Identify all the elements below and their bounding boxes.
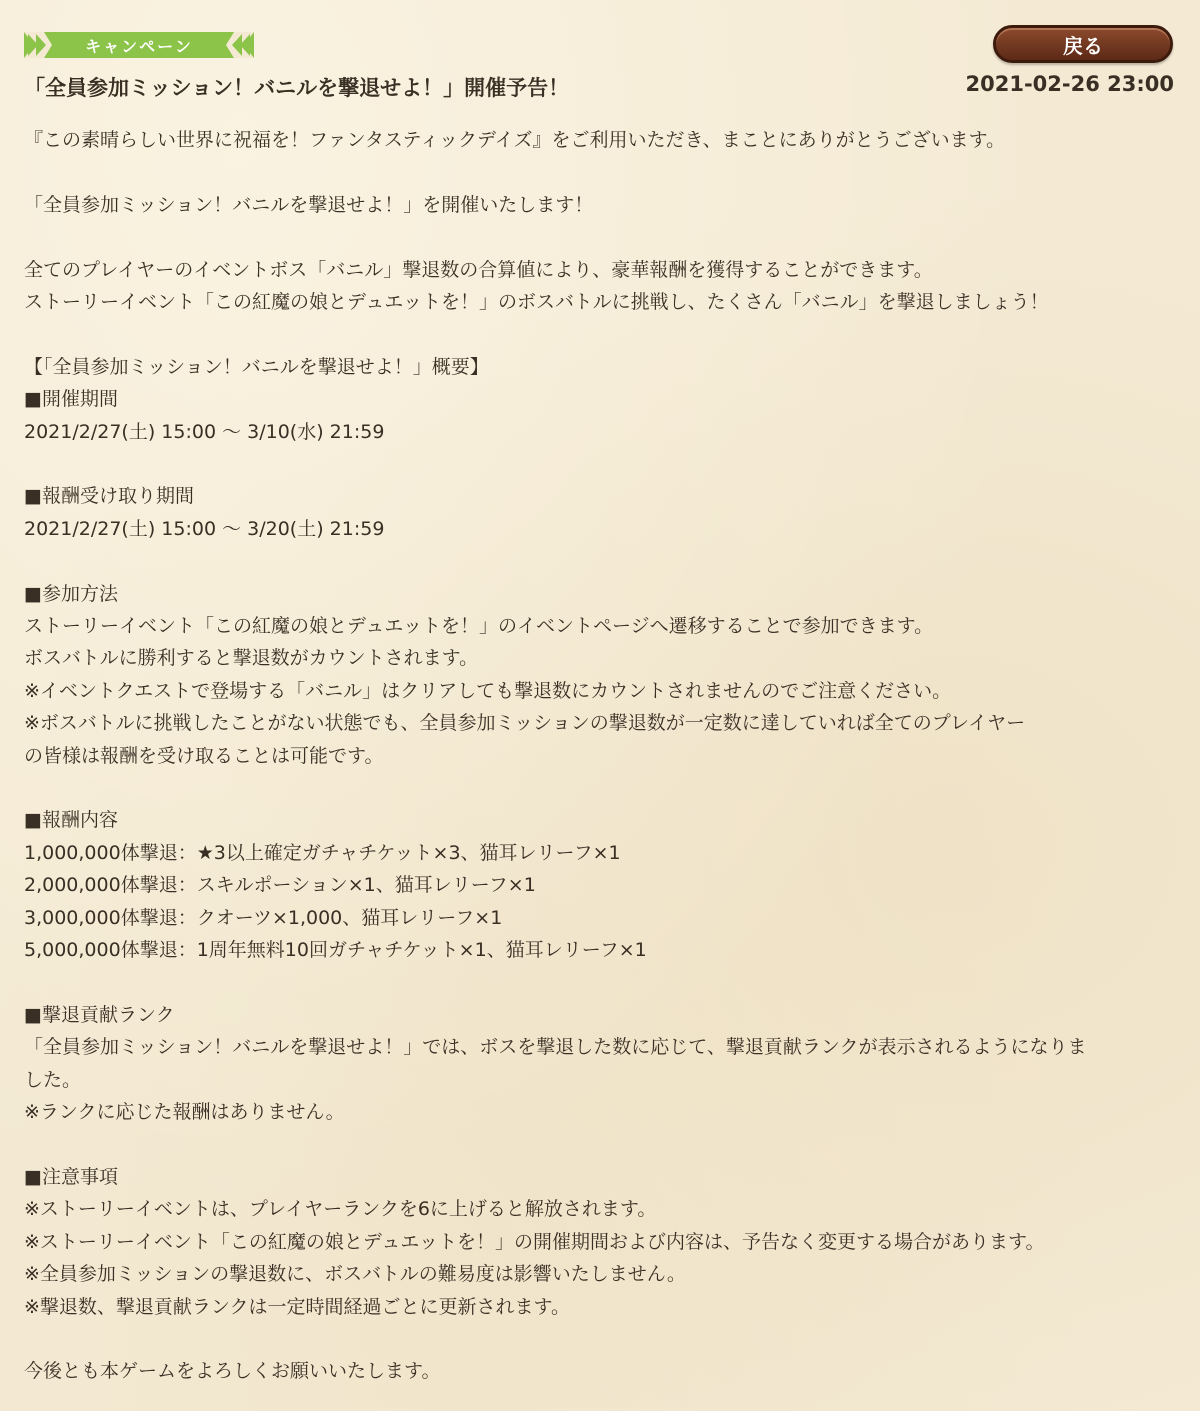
spacer (24, 156, 1176, 188)
badge-label: キャンペーン (85, 36, 193, 56)
reward-item-1: 1,000,000体撃退：★3以上確定ガチャチケット×3、猫耳レリーフ×1 (24, 841, 621, 864)
announcement-title: 「全員参加ミッション！バニルを撃退せよ！」開催予告！ (24, 76, 570, 100)
period-heading: ■開催期間 (24, 388, 118, 411)
description-line-1: 全てのプレイヤーのイベントボス「バニル」撃退数の合算値により、豪華報酬を獲得することができます。 (24, 258, 933, 281)
spacer (24, 545, 1176, 577)
how-line-3: ※イベントクエストで登場する「バニル」はクリアしても撃退数にカウントされませんのでご注意ください。 (24, 679, 952, 702)
spacer (24, 448, 1176, 480)
spacer (24, 1128, 1176, 1160)
reward-item-4: 5,000,000体撃退：1周年無料10回ガチャチケット×1、猫耳レリーフ×1 (24, 939, 647, 962)
reward-period-text: 2021/2/27(土) 15:00 ～ 3/20(土) 21:59 (24, 517, 385, 540)
overview-heading: 【「全員参加ミッション！バニルを撃退せよ！」概要】 (24, 355, 489, 378)
category-badge (24, 32, 254, 58)
spacer (24, 1323, 1176, 1355)
note-1: ※ストーリーイベントは、プレイヤーランクを6に上げると解放されます。 (24, 1198, 657, 1221)
reward-period-heading: ■報酬受け取り期間 (24, 485, 194, 508)
note-3: ※全員参加ミッションの撃退数に、ボスバトルの難易度は影響いたしません。 (24, 1263, 686, 1286)
how-heading: ■参加方法 (24, 582, 118, 605)
back-button-label: 戻る (1063, 33, 1103, 58)
description-line-2: ストーリーイベント「この紅魔の娘とデュエットを！」のボスバトルに挑戦し、たくさん「バニル」を撃退しましょう！ (24, 291, 1049, 313)
how-line-4b: の皆様は報酬を受け取ることは可能です。 (24, 744, 384, 767)
closing-text: 今後とも本ゲームをよろしくお願いいたします。 (24, 1360, 441, 1383)
period-text: 2021/2/27(土) 15:00 ～ 3/10(水) 21:59 (24, 420, 385, 443)
spacer (24, 772, 1176, 804)
reward-item-3: 3,000,000体撃退：クオーツ×1,000、猫耳レリーフ×1 (24, 906, 503, 929)
spacer (24, 221, 1176, 253)
notes-heading: ■注意事項 (24, 1165, 118, 1188)
note-4: ※撃退数、撃退貢献ランクは一定時間経過ごとに更新されます。 (24, 1295, 571, 1318)
announce-text: 「全員参加ミッション！バニルを撃退せよ！」を開催いたします！ (24, 193, 594, 216)
rank-heading: ■撃退貢献ランク (24, 1003, 175, 1026)
how-line-4a: ※ボスバトルに挑戦したことがない状態でも、全員参加ミッションの撃退数が一定数に達していれば全てのプレイヤー (24, 712, 1026, 735)
rank-line-1a: 「全員参加ミッション！バニルを撃退せよ！」では、ボスを撃退した数に応じて、撃退貢献ランクが表示されるようになりま (24, 1036, 1087, 1059)
note-2: ※ストーリーイベント「この紅魔の娘とデュエットを！」の開催期間および内容は、予告なく変更する場合があります。 (24, 1230, 1045, 1253)
spacer (24, 966, 1176, 998)
rank-line-1b: した。 (24, 1068, 82, 1091)
intro-text: 『この素晴らしい世界に祝福を！ファンタスティックデイズ』をご利用いただき、まことにありがとうございます。 (24, 129, 1006, 151)
reward-item-2: 2,000,000体撃退：スキルポーション×1、猫耳レリーフ×1 (24, 874, 536, 897)
rewards-heading: ■報酬内容 (24, 809, 118, 832)
announcement-body (24, 124, 1176, 1388)
spacer (24, 318, 1176, 350)
badge-right-ornament (224, 32, 254, 58)
rank-line-2: ※ランクに応じた報酬はありません。 (24, 1101, 345, 1124)
how-line-2: ボスバトルに勝利すると撃退数がカウントされます。 (24, 647, 479, 670)
announcement-date: 2021-02-26 23:00 (965, 72, 1174, 96)
badge-left-ornament (24, 32, 54, 58)
how-line-1: ストーリーイベント「この紅魔の娘とデュエットを！」のイベントページへ遷移することで参加できます。 (24, 615, 934, 638)
back-button[interactable] (993, 25, 1173, 63)
